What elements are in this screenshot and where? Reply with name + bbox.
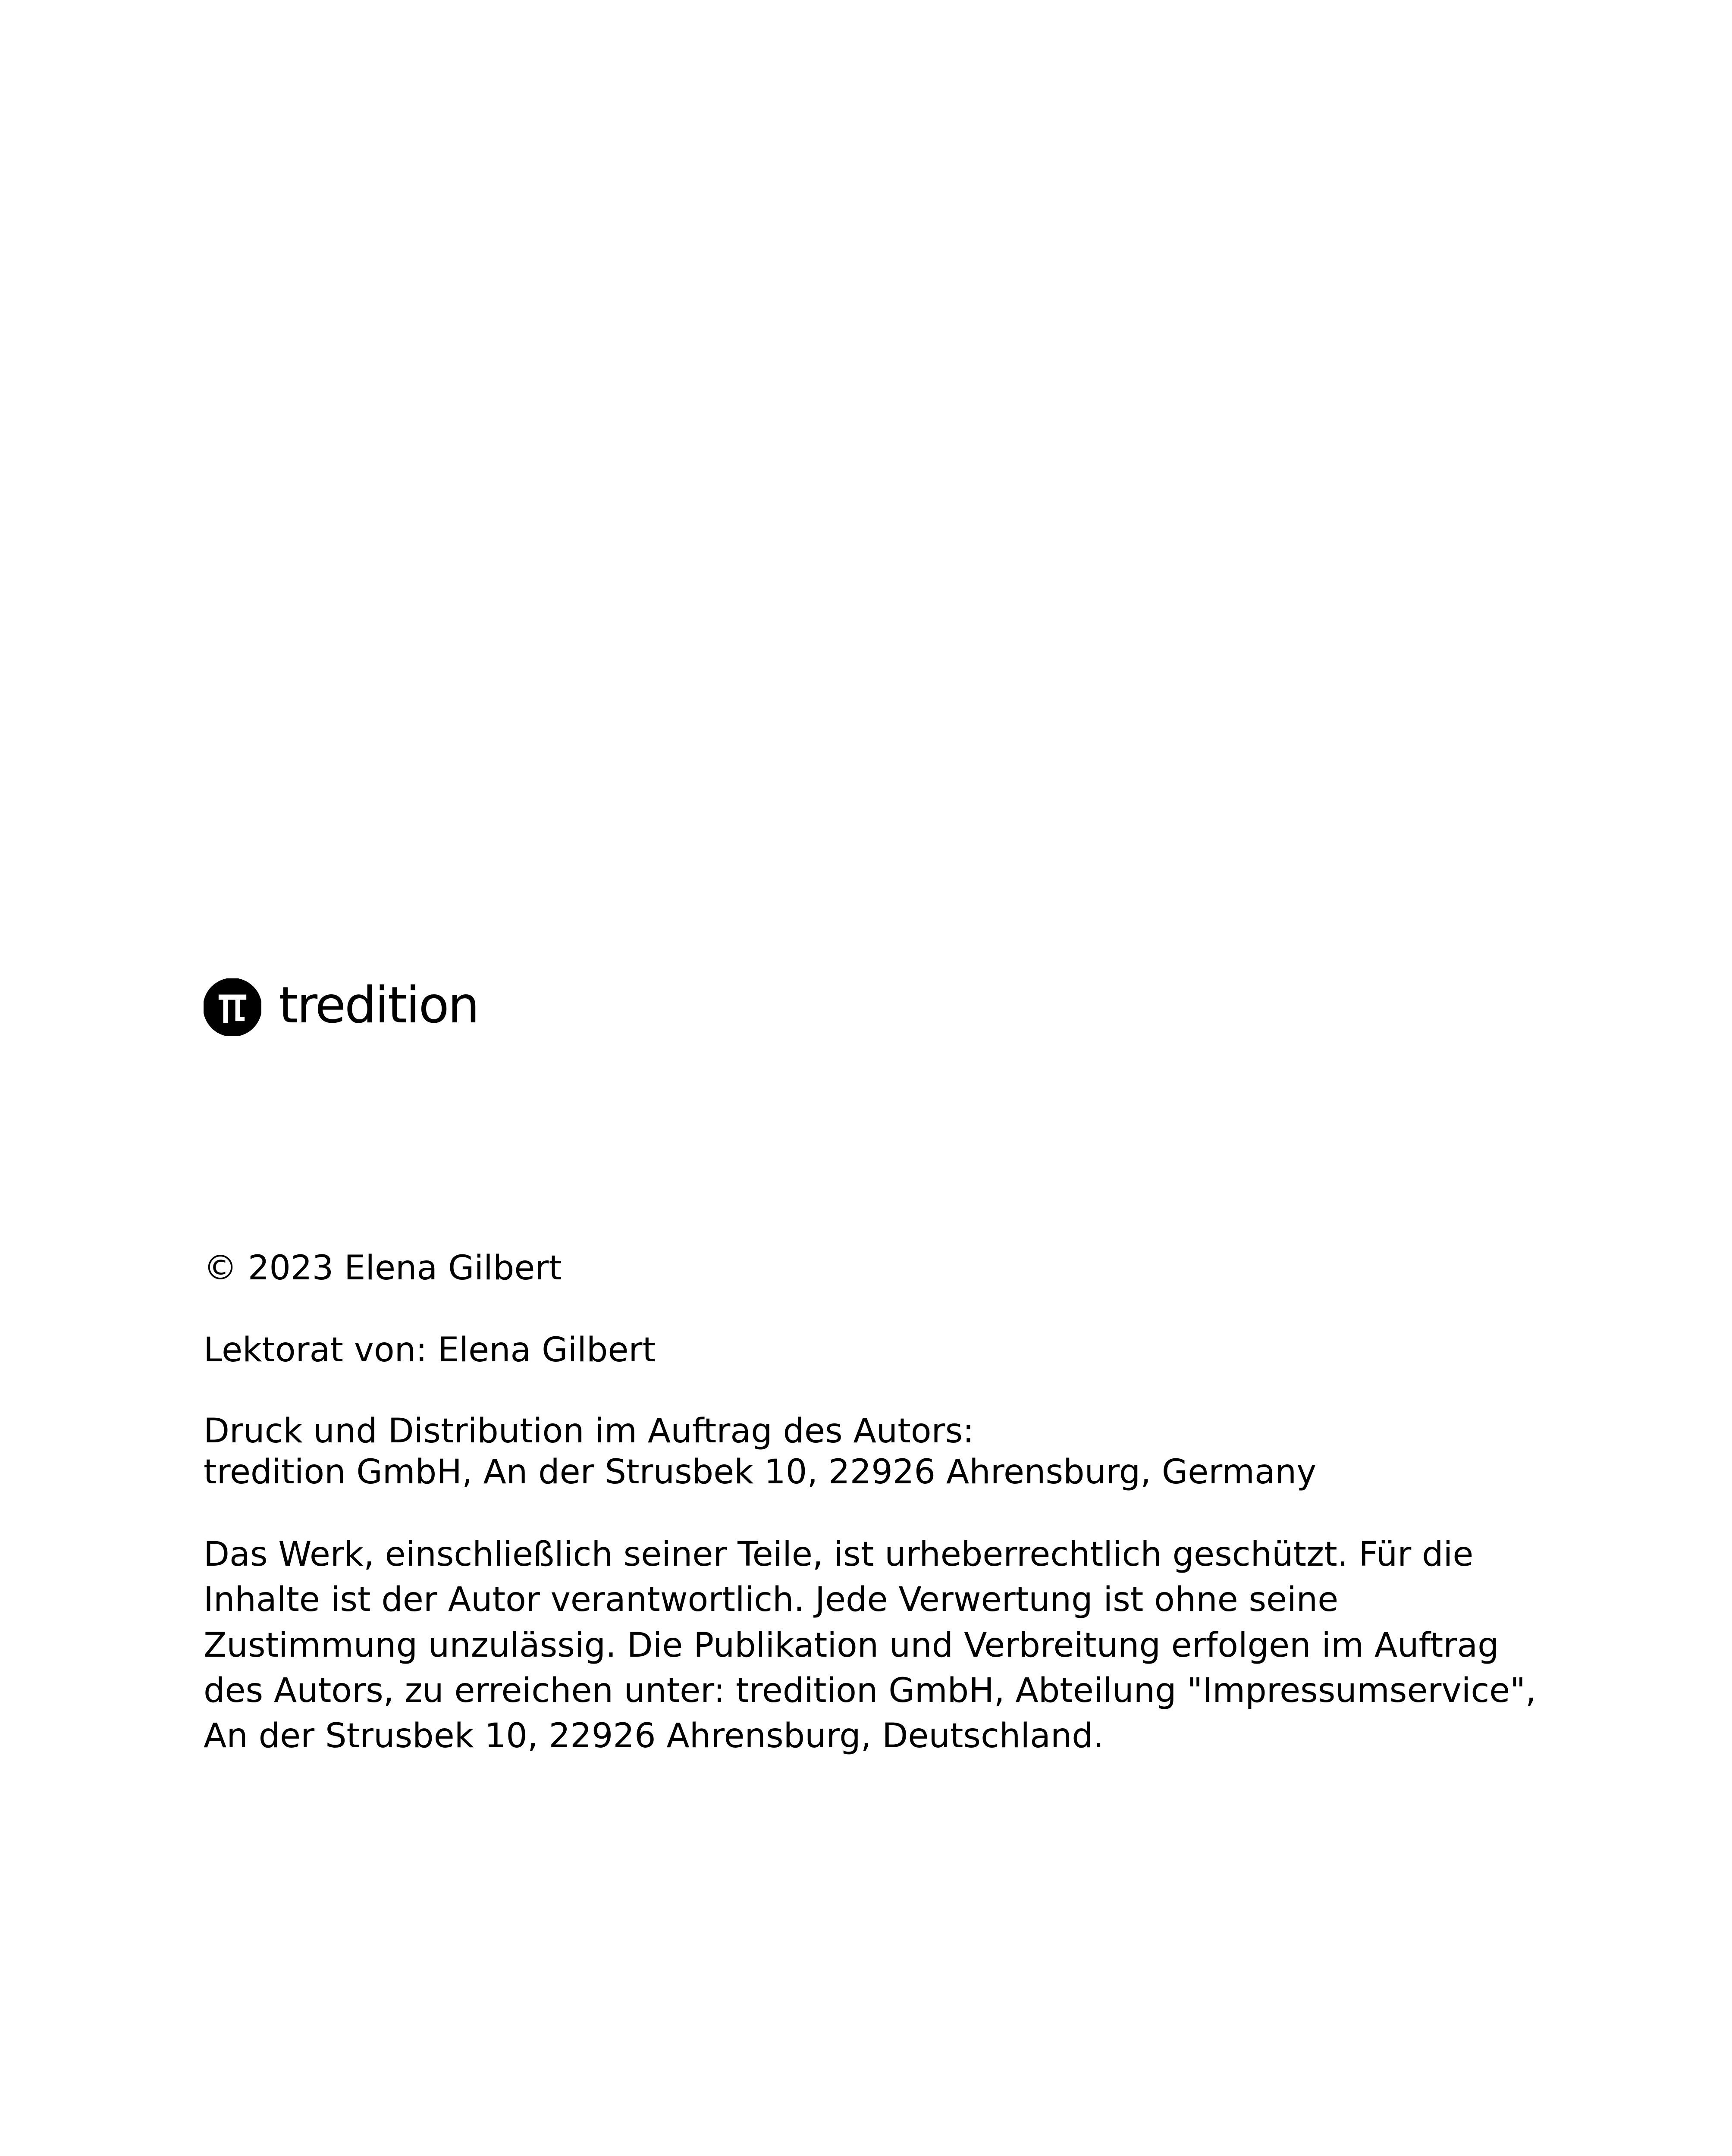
printing-info (204, 1411, 1584, 1493)
tredition-logo-icon (204, 978, 261, 1036)
copyright-line: © 2023 Elena Gilbert (204, 1249, 562, 1288)
publisher-name: tredition (279, 976, 479, 1034)
editing-credit: Lektorat von: Elena Gilbert (204, 1331, 656, 1369)
printing-line-2: tredition GmbH, An der Strusbek 10, 22926 Ahrensburg, Germany (204, 1453, 1317, 1492)
legal-notice: Das Werk, einschließlich seiner Teile, ist urheberrechtlich geschützt. Für die Inhalte ist der Autor verantwortlich. Jede Verwertung ist ohne seine Zustimmung unzulässig. Die Publikation und Verbreitung erfolgen im Auftrag des Autors, zu erreichen unter: tredition GmbH, Abteilung "Impressumservice", An der Strusbek 10, 22926 Ahrensburg, Deutschland. (204, 1535, 1536, 1756)
printing-line-1: Druck und Distribution im Auftrag des Autors: (204, 1412, 974, 1451)
tredition-logo (204, 977, 478, 1037)
